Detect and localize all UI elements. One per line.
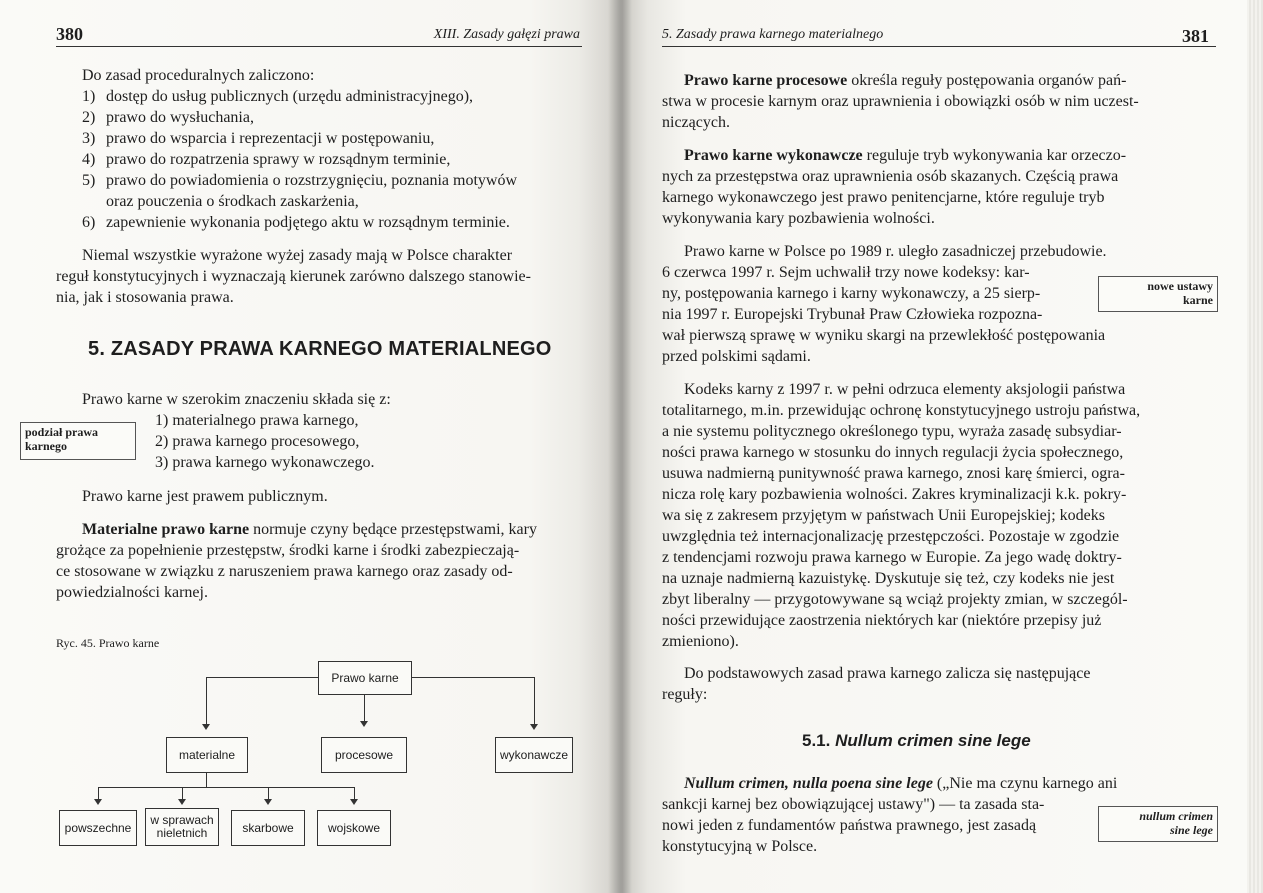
text-line: karnego wykonawczego jest prawo penitencjarne, które reguluje tryb	[662, 189, 1105, 206]
text-line: ności przewidujące zaostrzenia niektórych kar (niektóre przepisy już	[662, 612, 1102, 629]
list-item: 3) prawa karnego wykonawczego.	[155, 454, 375, 471]
arrow-head	[94, 799, 102, 805]
margin-note-division	[20, 422, 136, 460]
left-page	[0, 0, 622, 893]
node-materialne: materialne	[166, 737, 248, 773]
list-item: 2) prawo do wysłuchania,	[82, 109, 254, 126]
book-spine-shadow	[608, 0, 632, 893]
list-item: oraz pouczenia o środkach zaskarżenia,	[106, 193, 359, 210]
list-item: 1) materialnego prawa karnego,	[155, 412, 359, 429]
text-line: na uznaje nadmierną kazuistykę. Dyskutuje się też, czy kodeks nie jest	[662, 570, 1115, 587]
text-line: zmieniono).	[662, 633, 739, 650]
node-wykonawcze: wykonawcze	[495, 737, 573, 773]
margin-note-line: nullum crimen	[1139, 809, 1213, 823]
margin-note-new-laws	[1098, 276, 1218, 312]
connector	[268, 787, 269, 799]
list-item: 6) zapewnienie wykonania podjętego aktu w rozsądnym terminie.	[82, 214, 510, 231]
subsection-title: Nullum crimen sine lege	[835, 731, 1031, 750]
margin-note-line: podział prawa	[25, 425, 99, 439]
text-line: reguluje tryb wykonywania kar orzeczo-	[862, 147, 1127, 164]
list-item: 5) prawo do powiadomienia o rozstrzygnięciu, poznania motywów	[82, 172, 517, 189]
connector	[412, 677, 534, 678]
node-skarbowe: skarbowe	[231, 810, 305, 846]
text-line: grożące za popełnienie przestępstw, środki karne i środki zabezpieczają-	[56, 542, 520, 559]
text-line: nicza rolę kary pozbawienia wolności. Zakres kryminalizacji k.k. pokry-	[662, 486, 1127, 503]
text-line: niczących.	[662, 114, 730, 131]
text-line: Prawo karne w Polsce po 1989 r. uległo zasadniczej przebudowie.	[684, 243, 1107, 260]
node-prawo-karne: Prawo karne	[318, 661, 412, 695]
connector	[182, 787, 183, 799]
connector	[354, 787, 355, 799]
node-procesowe: procesowe	[321, 737, 407, 773]
text-line: wykonywania kary pozbawienia wolności.	[662, 210, 935, 227]
text-line: usuwa nadmierną punitywność prawa karnego, znosi karę śmierci, ogra-	[662, 465, 1125, 482]
text-line: Niemal wszystkie wyrażone wyżej zasady mają w Polsce charakter	[82, 247, 513, 264]
public-law-sentence: Prawo karne jest prawem publicznym.	[82, 488, 328, 505]
connector	[206, 677, 207, 725]
text-line: przed polskimi sądami.	[662, 348, 811, 365]
text-line: wał pierwszą sprawę w wyniku skargi na przewlekłość postępowania	[662, 327, 1106, 344]
arrow-head	[350, 799, 358, 805]
node-wojskowe: wojskowe	[317, 810, 391, 846]
arrow-head	[530, 724, 538, 730]
term-material: Materialne prawo karne	[82, 521, 250, 538]
text-line: sankcji karnej bez obowiązującej ustawy") — ta zasada sta-	[662, 796, 1045, 813]
arrow-head	[264, 799, 272, 805]
text-line: ności prawa karnego w stosunku do innych regulacji życia społecznego,	[662, 444, 1124, 461]
text-line: ny, postępowania karnego i karny wykonawczy, a 25 sierp-	[662, 285, 1041, 302]
text-line: uwzględnia też internacjonalizację przestępczości. Pozostaje w zgodzie	[662, 528, 1120, 545]
text-line: nia 1997 r. Europejski Trybunał Praw Człowieka rozpozna-	[662, 306, 1043, 323]
margin-note-line: karne	[1183, 293, 1213, 307]
node-powszechne: powszechne	[59, 810, 137, 846]
page-number-left: 380	[56, 24, 83, 44]
text-line: z tendencjami rozwoju prawa karnego w Europie. Za jego wadę doktry-	[662, 549, 1122, 566]
arrow-head	[202, 724, 210, 730]
connector	[534, 677, 535, 725]
text-line: 6 czerwca 1997 r. Sejm uchwalił trzy nowe kodeksy: kar-	[662, 264, 1030, 281]
right-page	[622, 0, 1263, 893]
text-line: normuje czyny będące przestępstwami, kary	[249, 521, 537, 538]
term-maxim: Nullum crimen, nulla poena sine lege	[684, 775, 933, 792]
section-heading: 5. ZASADY PRAWA KARNEGO MATERIALNEGO	[88, 338, 552, 360]
margin-note-line: nowe ustawy	[1147, 279, 1213, 293]
connector	[98, 787, 99, 799]
division-intro: Prawo karne w szerokim znaczeniu składa się z:	[82, 391, 391, 408]
node-nieletnich: w sprawach nieletnich	[145, 808, 219, 846]
text-line: reguły:	[662, 686, 708, 703]
text-line: określa reguły postępowania organów pań-	[847, 72, 1127, 89]
procedural-intro: Do zasad proceduralnych zaliczono:	[82, 67, 315, 84]
arrow-head	[178, 799, 186, 805]
text-line: Kodeks karny z 1997 r. w pełni odrzuca elementy aksjologii państwa	[684, 381, 1126, 398]
list-item: 2) prawa karnego procesowego,	[155, 433, 360, 450]
running-head-left: XIII. Zasady gałęzi prawa	[433, 27, 580, 42]
figure-caption: Ryc. 45. Prawo karne	[56, 636, 160, 650]
connector	[98, 787, 354, 788]
page-edges	[1247, 0, 1263, 893]
text-line: wa się z zakresem przyjętym w państwach Unii Europejskiej; kodeks	[662, 507, 1105, 524]
margin-note-line: karnego	[25, 439, 67, 453]
text-line: stwa w procesie karnym oraz uprawnienia i obowiązki osób w nim uczest-	[662, 93, 1139, 110]
connector	[364, 695, 365, 721]
arrow-head	[360, 721, 368, 727]
text-line: nowi jeden z fundamentów państwa prawnego, jest zasadą	[662, 817, 1037, 834]
list-item: 3) prawo do wsparcia i reprezentacji w postępowaniu,	[82, 130, 435, 147]
running-head-right: 5. Zasady prawa karnego materialnego	[662, 27, 884, 42]
text-line: Do podstawowych zasad prawa karnego zalicza się następujące	[684, 665, 1091, 682]
header-rule-right	[662, 46, 1216, 47]
text-line: zbyt liberalny — przygotowywane są wciąż projekty zmian, w szczegól-	[662, 591, 1128, 608]
text-line: nia, jak i stosowania prawa.	[56, 289, 234, 306]
margin-note-line: sine lege	[1170, 823, 1213, 837]
subsection-number: 5.1.	[802, 731, 831, 750]
text-line: („Nie ma czynu karnego ani	[932, 775, 1118, 792]
term-procedural: Prawo karne procesowe	[684, 72, 848, 89]
text-line: reguł konstytucyjnych i wyznaczają kierunek zarówno dalszego stanowie-	[56, 268, 531, 285]
page-number-right: 381	[1182, 26, 1209, 46]
list-item: 1) dostęp do usług publicznych (urzędu administracyjnego),	[82, 88, 474, 105]
margin-note-nullum-crimen	[1098, 806, 1218, 842]
text-line: powiedzialności karnej.	[56, 584, 208, 601]
subsection-heading	[802, 731, 1031, 751]
connector	[206, 677, 318, 678]
term-executive: Prawo karne wykonawcze	[684, 147, 863, 164]
text-line: konstytucyjną w Polsce.	[662, 838, 818, 855]
text-line: totalitarnego, m.in. przewidując ochronę konstytucyjnego ustroju państwa,	[662, 402, 1141, 419]
connector	[206, 773, 207, 787]
list-item: 4) prawo do rozpatrzenia sprawy w rozsądnym terminie,	[82, 151, 451, 168]
text-line: a nie systemu politycznego określonego typu, wyraża zasadę subsydiar-	[662, 423, 1122, 440]
text-line: ce stosowane w związku z naruszeniem prawa karnego oraz zasady od-	[56, 563, 513, 580]
header-rule-left	[56, 46, 582, 47]
text-line: nych za przestępstwa oraz uprawnienia osób skazanych. Częścią prawa	[662, 168, 1119, 185]
